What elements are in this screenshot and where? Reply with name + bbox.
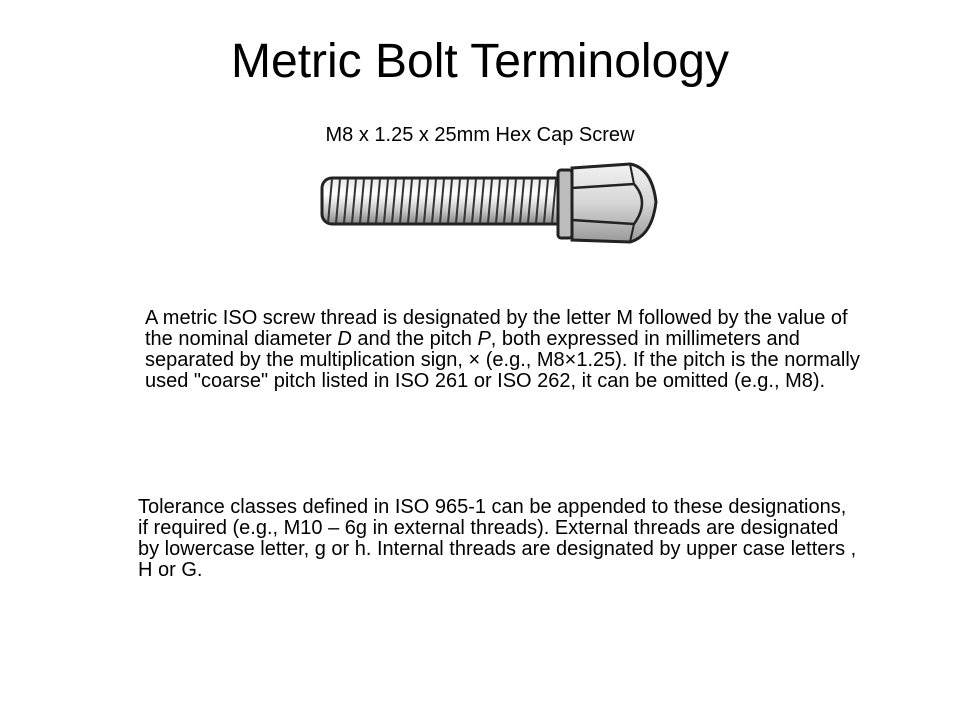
paragraph-text: A metric ISO screw thread is designated by the letter M followed by the value of the nominal diameter bbox=[145, 307, 848, 350]
slide-title: Metric Bolt Terminology bbox=[231, 35, 729, 88]
diameter-symbol: D bbox=[337, 328, 352, 350]
paragraph-text: , both expressed in millimeters and separated by the multiplication sign, × (e.g., M8×1.25). If the pitch is the normally used "coarse" pitch listed in ISO 261 or ISO 262, it can be omitted (e.g., M8). bbox=[145, 328, 860, 392]
bolt-caption: M8 x 1.25 x 25mm Hex Cap Screw bbox=[325, 124, 635, 146]
tolerance-classes-paragraph: Tolerance classes defined in ISO 965-1 can be appended to these designations, if required (e.g., M10 – 6g in external threads). External threads are designated by lowercase letter, g or h. Internal threads are designated by upper case letters , H or G. bbox=[138, 496, 857, 581]
thread-designation-paragraph bbox=[145, 308, 865, 392]
hex-cap-screw-icon bbox=[318, 162, 660, 248]
pitch-symbol: P bbox=[477, 328, 491, 350]
paragraph-text: and the pitch bbox=[351, 328, 478, 350]
